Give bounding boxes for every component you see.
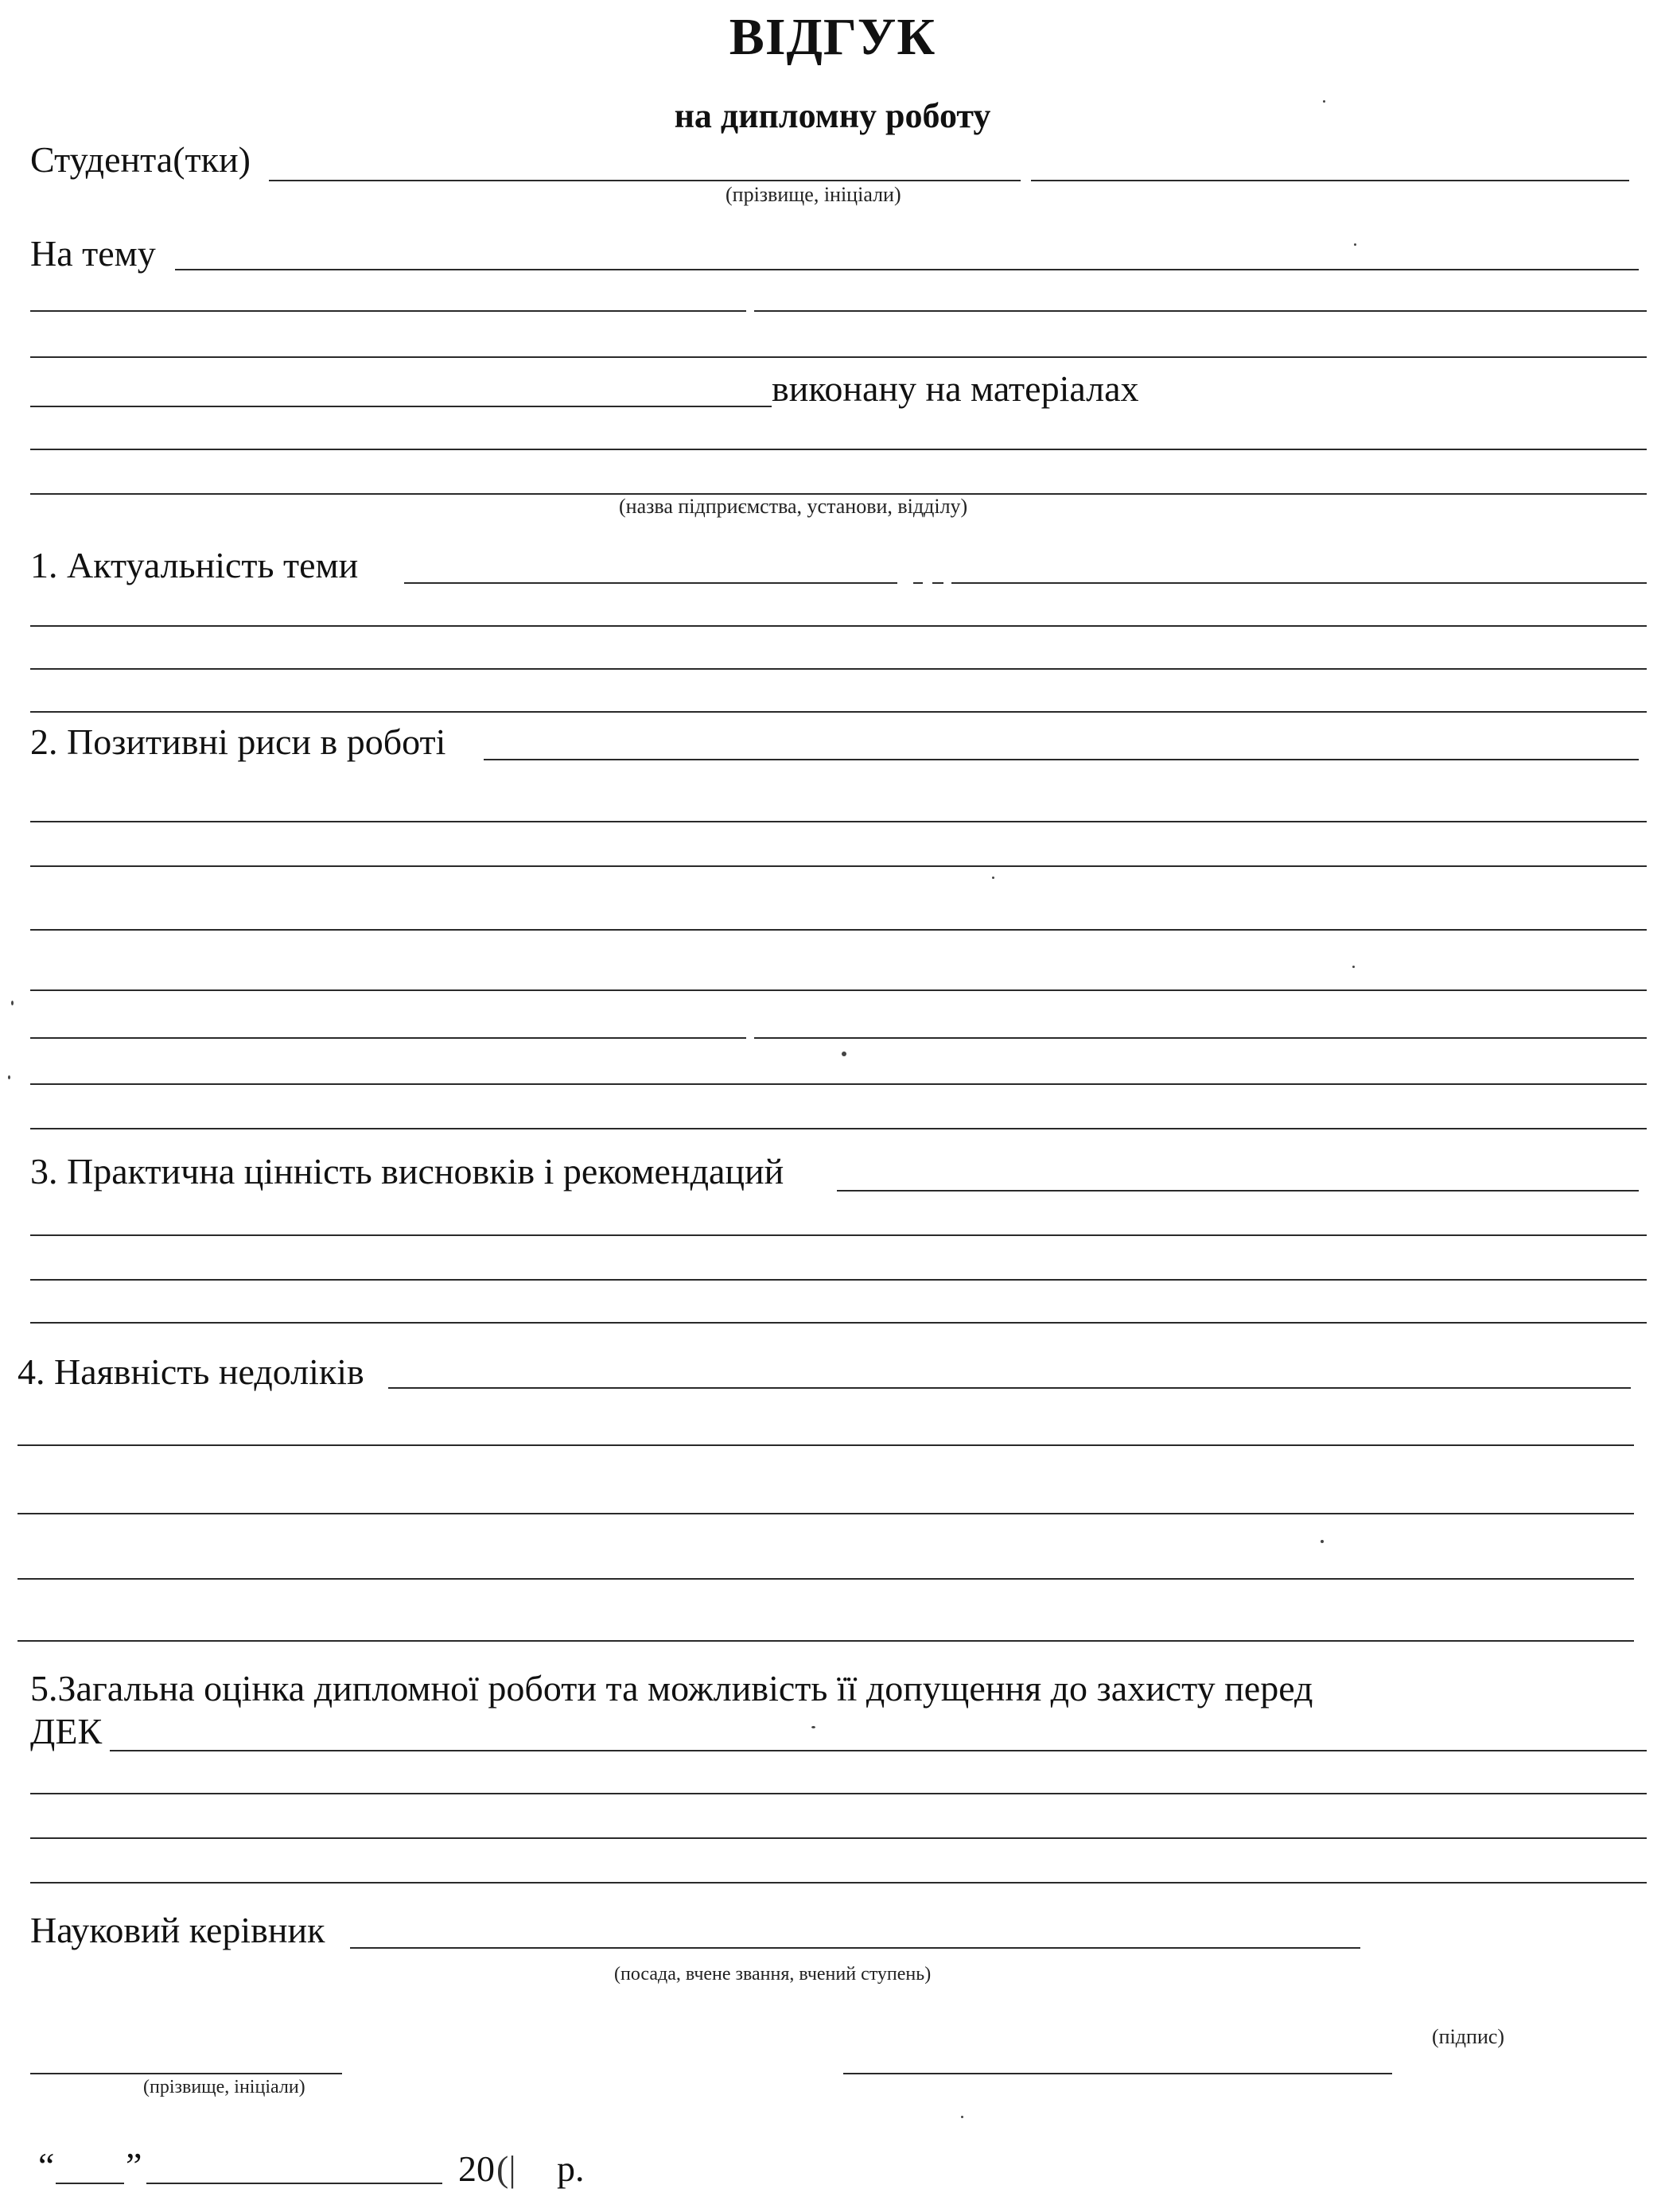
materials-hint: (назва підприємства, установи, відділу) — [619, 495, 968, 518]
section-3-line[interactable] — [837, 1190, 1639, 1192]
scan-speck — [1354, 243, 1356, 246]
section-1-line[interactable] — [30, 711, 1647, 713]
student-hint: (прізвище, ініціали) — [726, 183, 901, 206]
scan-speck — [1352, 966, 1355, 968]
section-2-line[interactable] — [30, 989, 1647, 991]
section-3-line[interactable] — [30, 1279, 1647, 1281]
section-1-line-dash — [932, 582, 943, 584]
topic-line[interactable] — [30, 310, 746, 312]
signature-line[interactable] — [843, 2073, 1392, 2074]
section-5-line[interactable] — [110, 1750, 1647, 1751]
section-1-line[interactable] — [951, 582, 1647, 584]
section-5-line[interactable] — [30, 1837, 1647, 1839]
section-2-line[interactable] — [30, 1083, 1647, 1085]
topic-line[interactable] — [30, 406, 772, 407]
supervisor-name-hint: (прізвище, ініціали) — [143, 2077, 305, 2097]
section-3-line[interactable] — [30, 1234, 1647, 1236]
section-1-line[interactable] — [30, 625, 1647, 627]
document-subtitle: на дипломну роботу — [674, 96, 991, 135]
scan-speck — [8, 1075, 10, 1079]
date-year-partial: (| — [496, 2148, 516, 2189]
section-2-line[interactable] — [30, 1037, 746, 1039]
section-5-line[interactable] — [30, 1793, 1647, 1794]
signature-hint: (підпис) — [1432, 2025, 1505, 2048]
scan-speck — [961, 2116, 963, 2118]
scan-speck — [811, 1726, 815, 1728]
document-title: ВІДГУК — [729, 8, 936, 66]
section-2-line[interactable] — [484, 759, 1639, 760]
section-1-label: 1. Актуальність теми — [30, 545, 359, 585]
supervisor-position-line[interactable] — [350, 1947, 1360, 1949]
section-1-line[interactable] — [404, 582, 897, 584]
section-3-line[interactable] — [30, 1322, 1647, 1324]
section-2-line[interactable] — [754, 1037, 1647, 1039]
date-month-line[interactable] — [146, 2183, 442, 2184]
topic-line[interactable] — [754, 310, 1647, 312]
section-4-line[interactable] — [18, 1578, 1634, 1580]
date-year-prefix: 20 — [458, 2148, 495, 2189]
section-4-label: 4. Наявність недоліків — [18, 1351, 364, 1392]
scan-speck — [992, 877, 994, 879]
section-3-label: 3. Практична цінність висновків і рекомендаций — [30, 1151, 784, 1192]
section-4-line[interactable] — [388, 1387, 1631, 1389]
section-4-line[interactable] — [18, 1444, 1634, 1446]
section-5-label-line2: ДЕК — [30, 1711, 103, 1751]
materials-label: виконану на матеріалах — [772, 368, 1139, 409]
scan-speck — [11, 1001, 14, 1005]
topic-label: На тему — [30, 233, 156, 274]
topic-line[interactable] — [30, 356, 1647, 358]
supervisor-hint: (посада, вчене звання, вчений ступень) — [614, 1964, 932, 1985]
student-name-line-2[interactable] — [1031, 180, 1629, 181]
supervisor-label: Науковий керівник — [30, 1910, 325, 1950]
student-label: Студента(тки) — [30, 139, 251, 180]
section-2-label: 2. Позитивні риси в роботі — [30, 721, 446, 762]
section-5-line[interactable] — [30, 1882, 1647, 1884]
scan-speck — [1321, 1540, 1324, 1543]
scan-speck — [842, 1052, 846, 1056]
section-2-line[interactable] — [30, 865, 1647, 867]
date-close-quote: ” — [126, 2145, 142, 2186]
section-2-line[interactable] — [30, 929, 1647, 931]
scan-speck — [1323, 100, 1325, 103]
section-4-line[interactable] — [18, 1513, 1634, 1514]
section-5-label-line1: 5.Загальна оцінка дипломної роботи та можливість її допущення до захисту перед — [30, 1668, 1313, 1709]
supervisor-name-line[interactable] — [30, 2073, 342, 2074]
section-4-line[interactable] — [18, 1640, 1634, 1642]
section-1-line-dash — [913, 582, 923, 584]
section-2-line[interactable] — [30, 821, 1647, 822]
section-2-line[interactable] — [30, 1128, 1647, 1129]
topic-line[interactable] — [175, 269, 1639, 270]
date-open-quote: “ — [38, 2145, 55, 2186]
date-day-line[interactable] — [56, 2183, 124, 2184]
materials-line[interactable] — [30, 449, 1647, 450]
section-1-line[interactable] — [30, 668, 1647, 670]
student-name-line[interactable] — [269, 180, 1021, 181]
date-year-suffix: р. — [557, 2148, 585, 2189]
